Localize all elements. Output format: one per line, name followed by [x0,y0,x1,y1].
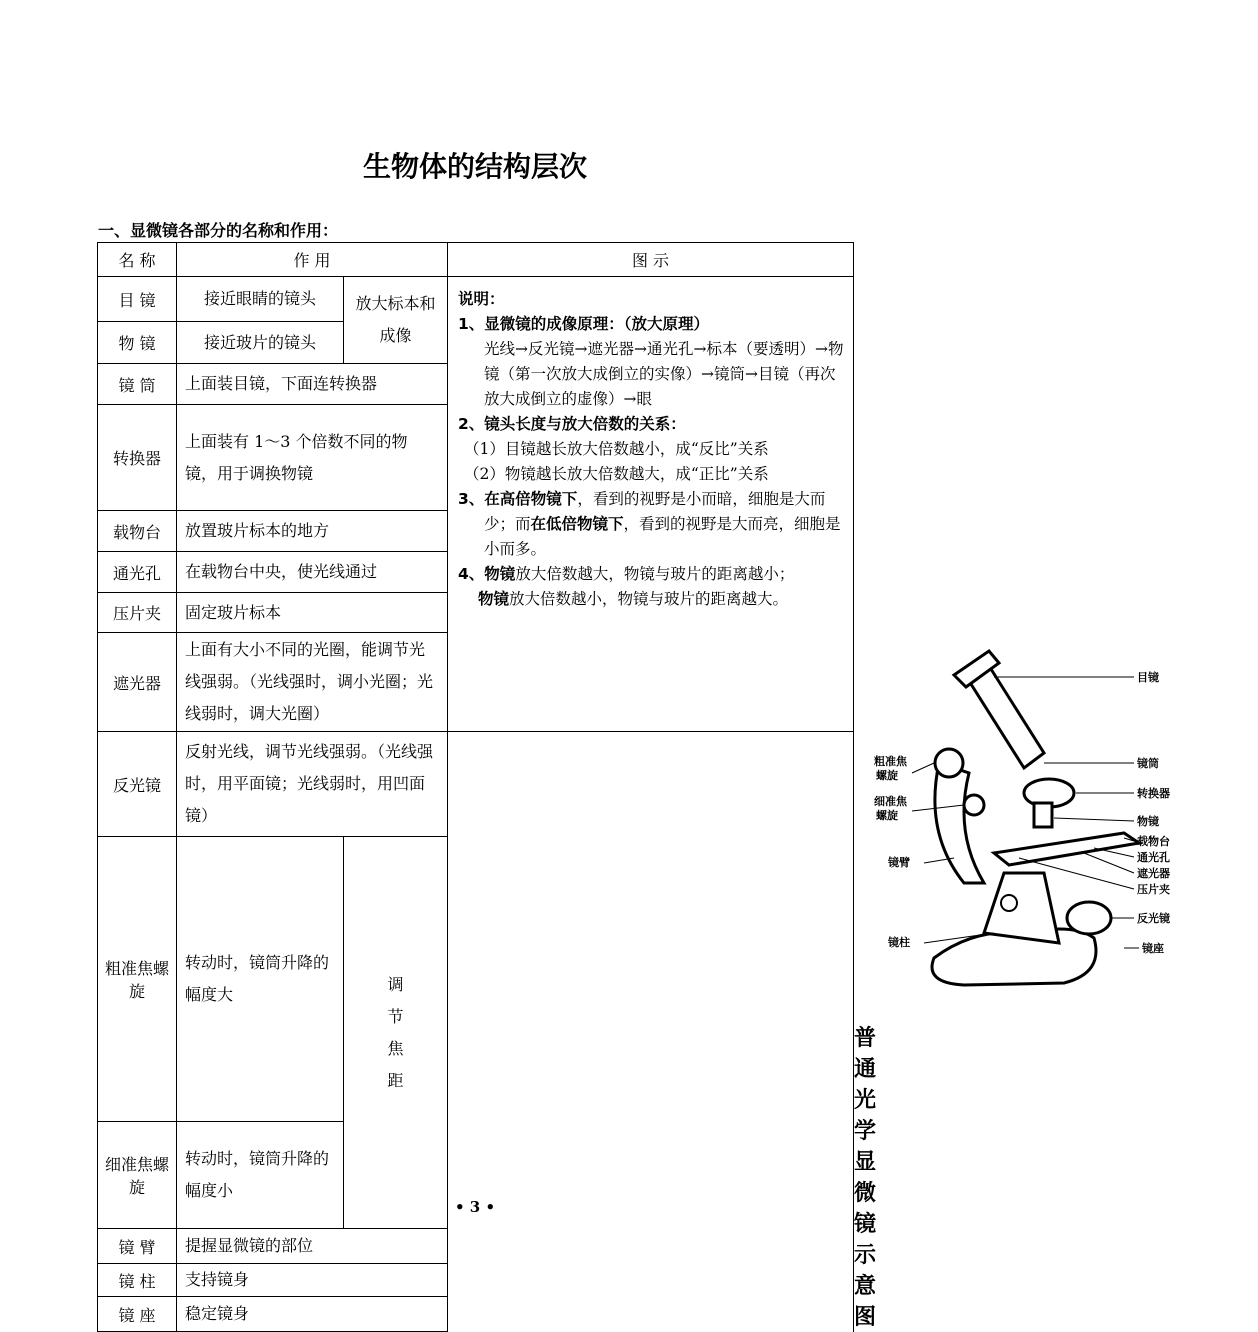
pillar-shape [984,873,1059,943]
row-name: 镜 筒 [98,364,177,405]
pillar-pivot [1001,895,1017,911]
header-function: 作 用 [177,243,448,277]
row-name: 压片夹 [98,593,177,633]
p4-text-1: 放大倍数越大，物镜与玻片的距离越小； [515,565,795,583]
coarse-knob [935,749,963,777]
header-diagram: 图 示 [448,243,854,277]
explanation-p2-b: （2）物镜越长放大倍数越大，成“正比”关系 [464,465,769,483]
label-coarse-1: 粗准焦 [874,755,907,768]
explanation-p3 [458,487,845,562]
lens-group-label: 放大标本和成像 [344,277,448,364]
stage-shape [994,833,1139,865]
row-name: 反光镜 [98,732,177,837]
label-arm: 镜臂 [888,856,910,869]
row-name: 载物台 [98,511,177,552]
row-function: 接近眼睛的镜头 [177,277,344,322]
row-function: 上面装目镜，下面连转换器 [177,364,448,405]
row-name: 细准焦螺 旋 [98,1122,177,1229]
label-coarse-2: 螺旋 [876,769,898,782]
row-function: 反射光线，调节光线强弱。（光线强时，用平面镜；光线弱时，用凹面镜） [177,732,448,837]
row-function: 固定玻片标本 [177,593,448,633]
label-pillar: 镜柱 [888,936,910,949]
fine-knob [964,795,984,815]
row-name: 镜 柱 [98,1264,177,1297]
p4-text-2: 放大倍数越小，物镜与玻片的距离越大。 [509,590,789,608]
page-number: • 3 • [454,1198,496,1216]
label-mirror: 反光镜 [1137,912,1170,925]
p3-text-1: ，看到的视野是小而暗，细胞是大而少；而 [484,490,826,533]
row-function: 稳定镜身 [177,1297,448,1332]
explanation-p1-title: 1、显微镜的成像原理：（放大原理） [458,315,710,333]
row-function: 在载物台中央，使光线通过 [177,552,448,593]
row-function: 上面有大小不同的光圈，能调节光线强弱。（光线强时，调小光圈；光线弱时，调大光圈） [177,633,448,732]
row-name: 通光孔 [98,552,177,593]
section-heading: 一、显微镜各部分的名称和作用： [98,221,339,240]
p4-bold-1: 物镜 [484,565,516,583]
explanation-p2-title: 2、镜头长度与放大倍数的关系： [458,415,686,433]
label-converter: 转换器 [1137,787,1170,800]
explanation-p4 [458,562,845,612]
p3-num: 3、 [458,490,485,508]
p4-bold-2: 物镜 [478,590,510,608]
label-eyepiece: 目镜 [1137,671,1159,684]
row-name: 粗准焦螺 旋 [98,837,177,1122]
label-base: 镜座 [1142,942,1164,955]
row-name: 镜 座 [98,1297,177,1332]
p3-bold-2: 在低倍物镜下 [530,515,624,533]
explanation-label: 说明： [458,290,505,308]
label-shutter: 遮光器 [1137,867,1170,880]
label-hole: 通光孔 [1137,851,1170,864]
label-objective: 物镜 [1137,815,1159,828]
microscope-diagram [854,633,1258,1013]
explanation-cell [448,277,854,732]
row-name: 镜 臂 [98,1229,177,1264]
row-name: 目 镜 [98,277,177,322]
label-stage: 载物台 [1137,835,1170,848]
row-name: 转换器 [98,405,177,511]
row-function: 接近玻片的镜头 [177,322,344,364]
p4-num: 4、 [458,565,485,583]
arm-shape [935,763,984,883]
row-function: 放置玻片标本的地方 [177,511,448,552]
row-function: 转动时，镜筒升降的幅度小 [177,1122,344,1229]
explanation-p1-text: 光线→反光镜→遮光器→通光孔→标本（要透明）→物镜（第一次放大成倒立的实像）→镜筒→目镜（再次放大成倒立的虚像）→眼 [484,340,844,408]
header-name: 名 称 [98,243,177,277]
label-clip: 压片夹 [1137,883,1170,896]
p3-text-2: ，看到的视野是大而亮，细胞是小而多。 [484,515,841,558]
objective-shape [1034,803,1052,827]
p3-bold-1: 在高倍物镜下 [484,490,578,508]
row-function: 提握显微镜的部位 [177,1229,448,1264]
microscope-table: 名 称 作 用 图 示 目 镜 接近眼睛的镜头 放大标本和成像 说明： 1、显微镜的成像原理：（放大原理） 光线→反光镜→遮光器→通光孔→标本（要透明）→物镜（第一次放大成倒立的实像）→镜筒→目镜（再次放大成倒立的虚像）→眼 2、镜头长度与放大倍数的关系： （1）目镜越长放大倍数越小，成“反比”关系 （2）物镜越长放大倍数越大，成“正比”关系 3、在高倍物镜下，看到的视野是小而暗，细胞是大而少；而在低倍物镜下，看到的视野是大而亮，细胞是小而多。 4、物镜放大倍数越大，物镜与玻片的距离越小； 物镜放大倍数越小，物镜与玻片的距离越大。 物 镜 接近玻片的镜头 镜 筒 上面装目镜，下面连转换器 转换器 上面装有 1～3 个倍数不同的物镜，用于调换物镜 载物台 放置玻片标本的地方 通光孔 在载物台中央，使光线通过 压片夹 固定玻片标本 遮光器 上面有大小不同的光圈，能调节光线强弱。（光线强时，调小光圈；光线弱时，调大光圈） 目镜 镜筒 转换器 物镜 载物台 通光孔 遮光器 压片夹 反光镜 镜座 粗准焦 螺旋 细准焦 螺旋 镜臂 镜柱 普通光学显微镜示意图 反光镜 反射光线，调节光线强弱。（光线强时，用平面镜；光线弱时，用凹面镜） 粗准焦螺 旋 转动时，镜筒升降的幅度大 调节焦距 细准焦螺 旋 转动时，镜筒升降的幅度小 镜 臂 提握显微镜的部位 镜 柱 支持镜身 镜 座 稳定镜身 [97,242,854,1332]
label-tube: 镜筒 [1137,757,1159,770]
label-fine-1: 细准焦 [874,795,907,808]
row-function: 上面装有 1～3 个倍数不同的物镜，用于调换物镜 [177,405,448,511]
page-title: 生物体的结构层次 [362,150,587,183]
mirror-shape [1067,902,1111,934]
row-name: 遮光器 [98,633,177,732]
row-function: 转动时，镜筒升降的幅度大 [177,837,344,1122]
focus-group-label: 调节焦距 [344,837,448,1229]
row-name: 物 镜 [98,322,177,364]
label-fine-2: 螺旋 [876,809,898,822]
explanation-p2-a: （1）目镜越长放大倍数越小，成“反比”关系 [464,440,769,458]
row-function: 支持镜身 [177,1264,448,1297]
